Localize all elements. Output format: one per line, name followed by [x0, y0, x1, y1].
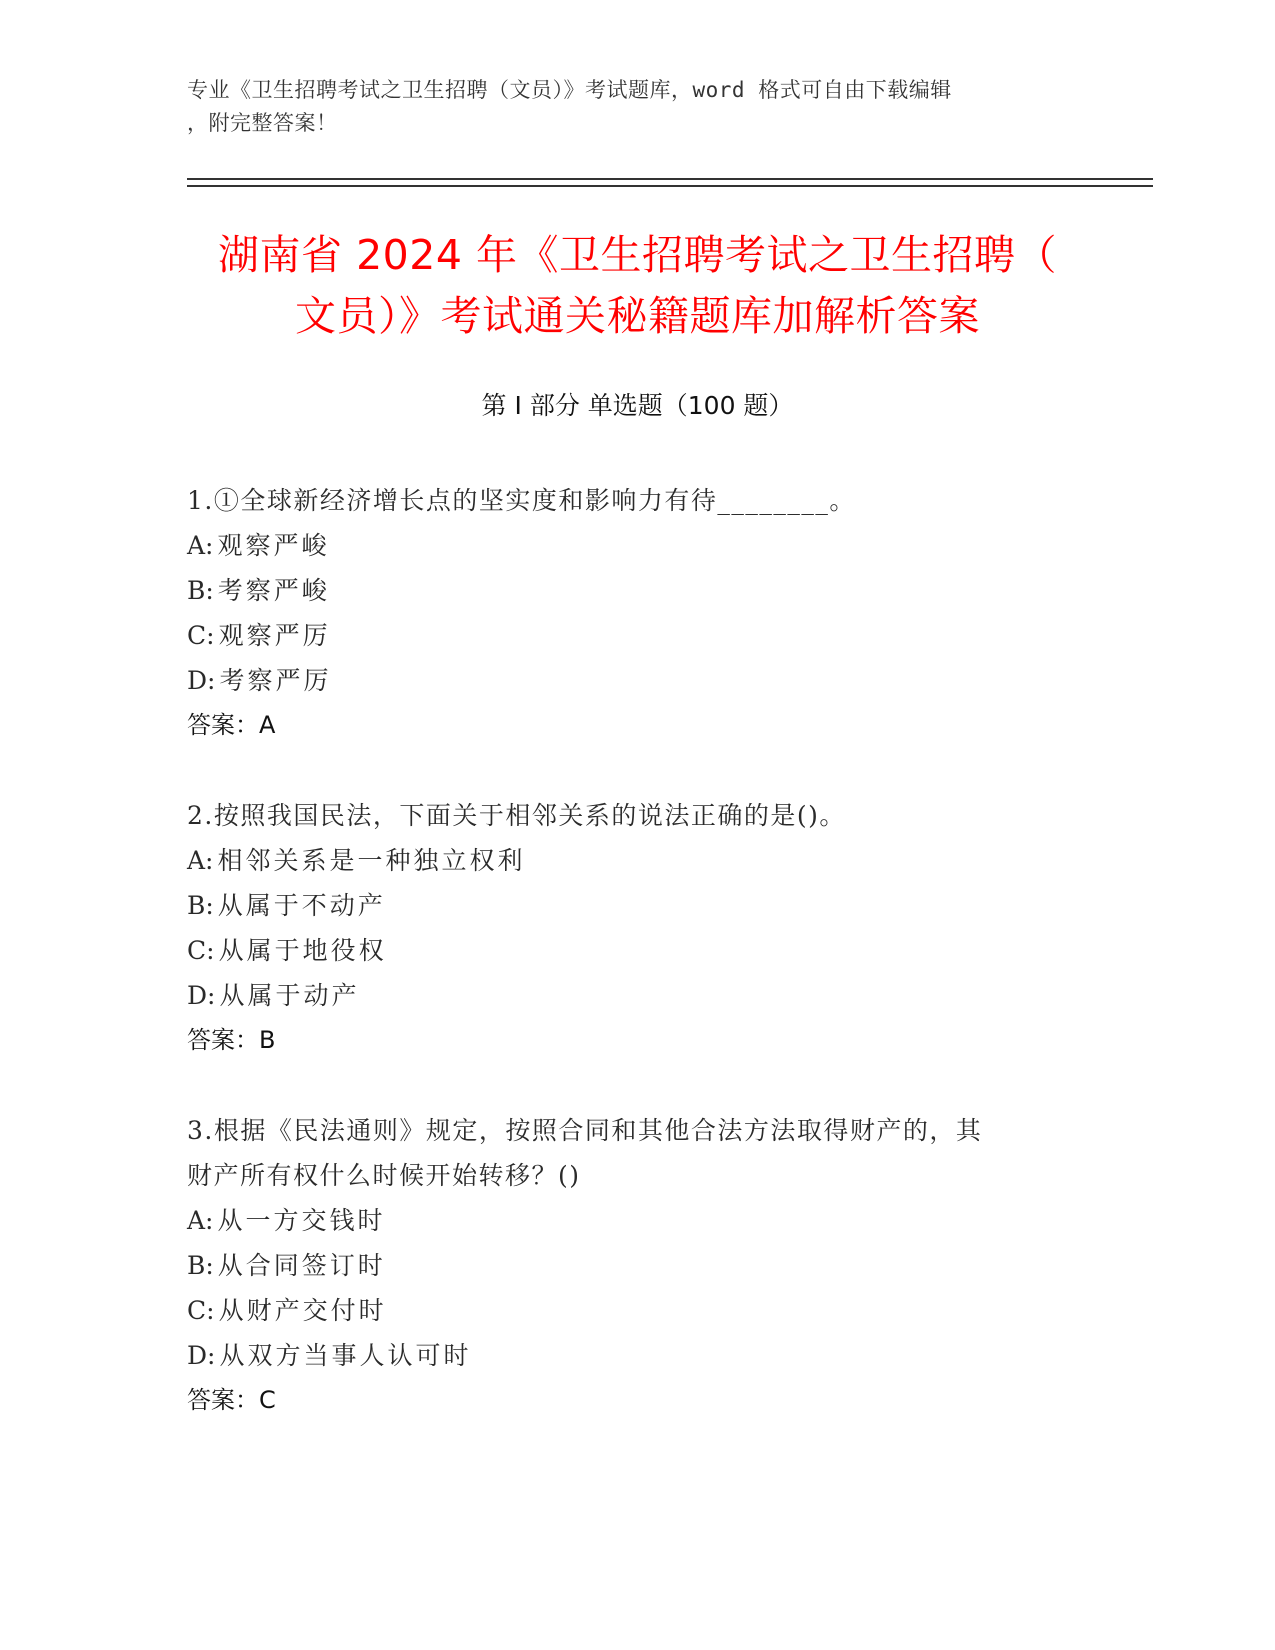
- document-title: [150, 225, 1125, 347]
- option-text: 从属于动产: [219, 981, 360, 1010]
- option-d: [187, 658, 1087, 703]
- section-heading: 第 I 部分 单选题（100 题）: [481, 391, 794, 420]
- question-2: [187, 793, 1087, 1063]
- option-d: [187, 973, 1087, 1018]
- answer: 答案：B: [187, 1026, 276, 1054]
- option-label: B:: [187, 576, 214, 605]
- document-title-line-2: 文员）》考试通关秘籍题库加解析答案: [295, 292, 980, 340]
- option-c: [187, 1288, 1087, 1333]
- option-b: [187, 1243, 1087, 1288]
- option-a: [187, 838, 1087, 883]
- option-text: 从属于不动产: [217, 891, 386, 920]
- header-note: [187, 74, 1067, 140]
- option-label: A:: [187, 531, 214, 560]
- option-label: A:: [187, 846, 214, 875]
- header-rule-bottom: [187, 185, 1153, 187]
- document-title-line-1: 湖南省 2024 年《卫生招聘考试之卫生招聘（: [218, 231, 1057, 279]
- option-label: C:: [187, 621, 215, 650]
- option-c: [187, 613, 1087, 658]
- answer: 答案：C: [187, 1386, 276, 1414]
- question-1: [187, 478, 1087, 748]
- answer: 答案：A: [187, 711, 276, 739]
- option-text: 从属于地役权: [218, 936, 387, 965]
- option-label: B:: [187, 1251, 214, 1280]
- header-note-line-2: ，附完整答案！: [187, 111, 338, 135]
- option-text: 观察严峻: [217, 531, 330, 560]
- option-a: [187, 1198, 1087, 1243]
- question-stem: 2.按照我国民法，下面关于相邻关系的说法正确的是()。: [187, 801, 846, 830]
- option-label: C:: [187, 936, 215, 965]
- option-text: 考察严峻: [217, 576, 330, 605]
- header-rule-top: [187, 178, 1153, 180]
- question-stem: 3.根据《民法通则》规定，按照合同和其他合法方法取得财产的，其: [187, 1116, 983, 1145]
- question-list: [187, 478, 1087, 1468]
- option-b: [187, 568, 1087, 613]
- question-3: [187, 1108, 1087, 1423]
- option-text: 相邻关系是一种独立权利: [217, 846, 526, 875]
- option-label: D:: [187, 1341, 216, 1370]
- option-text: 从双方当事人认可时: [219, 1341, 472, 1370]
- option-c: [187, 928, 1087, 973]
- option-label: C:: [187, 1296, 215, 1325]
- question-stem: 1.①全球新经济增长点的坚实度和影响力有待________。: [187, 486, 856, 515]
- option-text: 从财产交付时: [218, 1296, 387, 1325]
- option-label: D:: [187, 981, 216, 1010]
- option-label: D:: [187, 666, 216, 695]
- option-text: 观察严厉: [218, 621, 331, 650]
- header-note-line-1: 专业《卫生招聘考试之卫生招聘（文员）》考试题库，word 格式可自由下载编辑: [187, 78, 952, 102]
- option-text: 从一方交钱时: [217, 1206, 386, 1235]
- option-label: A:: [187, 1206, 214, 1235]
- option-d: [187, 1333, 1087, 1378]
- option-b: [187, 883, 1087, 928]
- question-stem-continued: 财产所有权什么时候开始转移？(): [187, 1161, 581, 1190]
- option-text: 从合同签订时: [217, 1251, 386, 1280]
- option-text: 考察严厉: [219, 666, 332, 695]
- option-a: [187, 523, 1087, 568]
- option-label: B:: [187, 891, 214, 920]
